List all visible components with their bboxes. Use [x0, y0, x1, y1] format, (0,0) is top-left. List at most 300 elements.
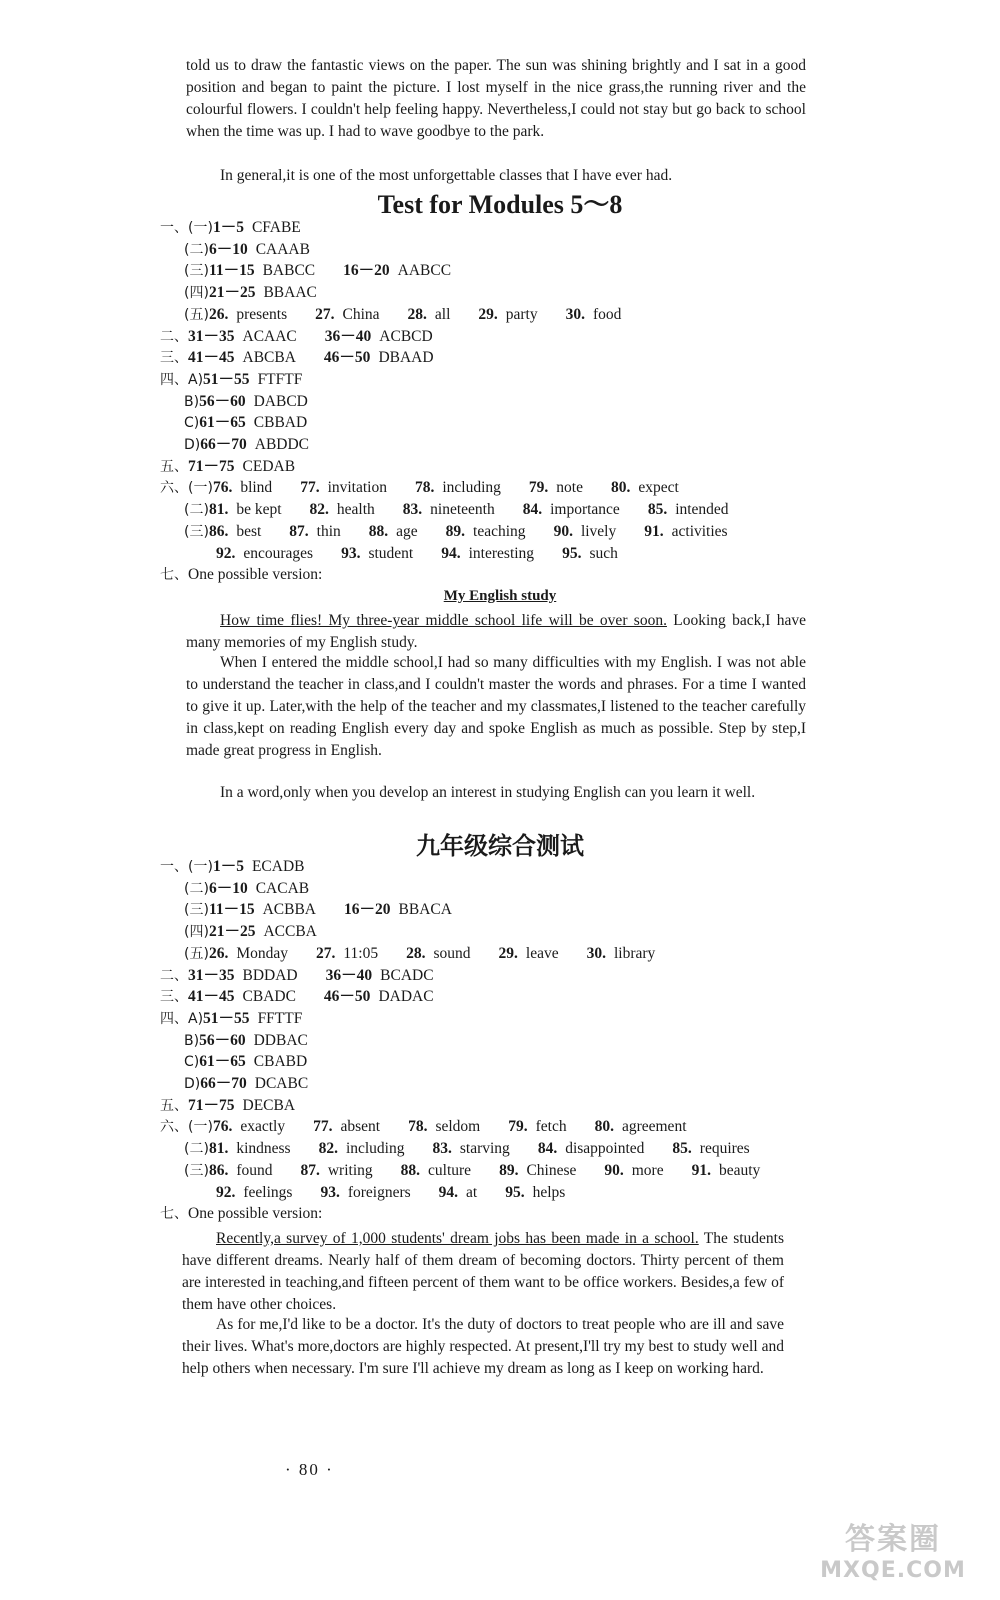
answer-item — [320, 1184, 424, 1201]
answer-item — [213, 1118, 299, 1135]
question-number: 16－20 — [343, 262, 390, 280]
answer-text: BBAAC — [263, 284, 317, 302]
answer-row — [160, 326, 461, 348]
answer-item — [209, 501, 296, 518]
answer-item — [310, 501, 389, 518]
answer-text: One possible version: — [188, 1205, 323, 1223]
answer-text: party — [505, 305, 538, 323]
question-number: 36－40 — [324, 327, 372, 345]
answer-row — [160, 456, 323, 478]
question-number: 16－20 — [344, 901, 391, 919]
section-marker: (三) — [184, 263, 209, 280]
section-marker: 七、 — [160, 1206, 188, 1223]
answer-item — [415, 479, 515, 496]
answer-text: CBABD — [253, 1053, 308, 1071]
section-marker: C) — [184, 1054, 200, 1071]
section-marker: (五) — [184, 945, 209, 962]
answer-item — [199, 1032, 322, 1049]
section-marker: 六、(一) — [160, 480, 213, 497]
answer-text: writing — [327, 1161, 373, 1179]
answer-item — [341, 545, 427, 562]
answer-row — [184, 1051, 335, 1073]
question-number: 71－75 — [188, 1096, 235, 1114]
answer-item — [554, 523, 631, 540]
answer-item — [213, 858, 319, 875]
answer-text: intended — [675, 501, 729, 519]
answer-text: kindness — [236, 1140, 291, 1158]
section-marker: (三) — [184, 902, 209, 919]
answer-text: agreement — [621, 1118, 687, 1136]
answer-text: including — [345, 1140, 405, 1158]
answer-row — [160, 564, 336, 586]
question-number: 86. — [208, 522, 229, 540]
answer-text: CEDAB — [242, 457, 296, 475]
question-number: 1－5 — [212, 219, 244, 236]
section-marker: 三、 — [160, 989, 188, 1006]
answer-item — [209, 880, 323, 897]
answer-text: ACBBA — [262, 901, 316, 919]
question-number: 30. — [586, 944, 606, 962]
question-number: 26. — [208, 305, 229, 323]
answer-text: presents — [236, 305, 288, 323]
answer-text: BDDAD — [242, 966, 298, 984]
answer-item — [344, 901, 466, 918]
page-number: · 80 · — [285, 1460, 334, 1479]
answer-row — [160, 217, 329, 239]
answer-item — [446, 523, 540, 540]
question-number: 66－70 — [200, 436, 247, 453]
essay1-underlined-sentence: How time flies! My three-year middle school life will be over soon. — [220, 612, 667, 629]
section-marker: 五、 — [160, 1097, 188, 1114]
answer-item — [313, 1118, 394, 1135]
question-number: 93. — [320, 1183, 340, 1201]
answer-text: nineteenth — [430, 501, 495, 519]
question-number: 27. — [315, 944, 336, 962]
answer-text: sound — [433, 944, 471, 962]
answer-text: student — [368, 544, 414, 562]
answer-text: best — [236, 522, 262, 540]
answer-item — [209, 1140, 305, 1157]
answer-item — [209, 945, 302, 962]
question-number: 84. — [537, 1140, 558, 1158]
answer-item — [316, 945, 392, 962]
answer-row — [160, 477, 707, 499]
answer-item — [408, 1118, 494, 1135]
answer-item — [401, 1162, 485, 1179]
answer-text: DBAAD — [378, 349, 434, 367]
answer-item — [315, 306, 393, 323]
section-marker: (五) — [184, 306, 209, 323]
question-number: 36－40 — [325, 966, 373, 984]
intro-paragraph-2: In general,it is one of the most unforgettable classes that I have ever had. — [220, 167, 673, 184]
answer-text: foreigners — [347, 1183, 411, 1201]
answer-text: seldom — [435, 1118, 481, 1136]
section-marker: 二、 — [160, 967, 188, 984]
watermark-bottom-text: MXQE.COM — [820, 1558, 966, 1583]
answer-text: thin — [316, 522, 341, 540]
answer-text: leave — [525, 944, 559, 962]
answer-text: library — [613, 944, 656, 962]
section-marker: 六、(一) — [160, 1119, 213, 1136]
answer-text: One possible version: — [188, 566, 323, 584]
answer-item — [403, 501, 509, 518]
section-marker: 二、 — [160, 328, 188, 345]
answer-text: DCABC — [254, 1075, 309, 1092]
essay1-paragraph-2: When I entered the middle school,I had so many difficulties with my English. I was not able to understand the teacher in class,and I couldn't master the words and phrases. For a time I wanted to give it up. Later,with the help of the teacher and my classmates,I listened to the teacher carefully in class,kept on reading English every day and spoke English as much as possible. Step by step,I made great progress in English. — [186, 654, 806, 759]
answer-text: 11:05 — [343, 944, 379, 962]
section-marker: (二) — [184, 1141, 209, 1158]
question-number: 85. — [647, 501, 668, 519]
answer-row — [184, 391, 336, 413]
answer-row — [160, 965, 462, 987]
question-number: 78. — [408, 1118, 428, 1136]
question-number: 86. — [208, 1161, 229, 1179]
question-number: 56－60 — [199, 392, 246, 410]
question-number: 87. — [289, 522, 309, 540]
answer-row — [184, 878, 337, 900]
essay1-title: My English study — [443, 588, 557, 604]
answer-text: blind — [240, 479, 273, 497]
test1-title: Test for Modules 5～8 — [377, 190, 623, 219]
answer-text: ACBCD — [379, 327, 433, 345]
answer-text: teaching — [473, 522, 526, 540]
answer-item — [203, 1010, 316, 1027]
question-number: 82. — [309, 501, 329, 519]
question-number: 61－65 — [199, 414, 246, 432]
question-number: 95. — [562, 544, 582, 562]
answer-text: CBADC — [242, 988, 296, 1006]
answer-item — [188, 1205, 322, 1222]
answer-item — [499, 945, 573, 962]
section-marker: 四、A) — [160, 1010, 204, 1027]
answer-text: exactly — [240, 1118, 286, 1136]
answer-item — [188, 1097, 309, 1114]
answer-text: lively — [580, 522, 617, 540]
answer-item — [611, 479, 693, 496]
answer-row — [184, 434, 337, 456]
question-number: 92. — [216, 1183, 236, 1201]
answer-text: DABCD — [253, 392, 308, 410]
answer-row — [184, 499, 757, 521]
question-number: 26. — [208, 944, 229, 962]
answer-row — [160, 986, 462, 1008]
answer-item — [672, 1140, 763, 1157]
question-number: 94. — [438, 1183, 459, 1201]
answer-text: health — [336, 501, 375, 519]
section-marker: 一、(一) — [160, 220, 213, 236]
answer-row — [184, 260, 479, 282]
question-number: 1－5 — [212, 858, 244, 875]
question-number: 87. — [300, 1161, 320, 1179]
answer-item — [289, 523, 355, 540]
answer-text: encourages — [243, 544, 314, 562]
answer-text: BCADC — [380, 966, 434, 984]
answer-item — [209, 262, 329, 279]
answer-item — [188, 988, 310, 1005]
answer-item — [587, 945, 670, 962]
question-number: 81. — [208, 1140, 229, 1158]
question-number: 82. — [318, 1140, 338, 1158]
answer-text: ACAAC — [242, 327, 297, 345]
watermark-logo — [808, 1514, 978, 1594]
answer-text: all — [434, 305, 451, 323]
answer-item — [216, 545, 327, 562]
answer-text: more — [631, 1161, 664, 1179]
question-number: 29. — [498, 944, 518, 962]
question-number: 61－65 — [199, 1053, 246, 1071]
question-number: 46－50 — [323, 349, 371, 367]
question-number: 94. — [441, 544, 461, 562]
answer-row — [216, 1182, 593, 1204]
answer-row — [160, 347, 462, 369]
question-number: 84. — [522, 501, 543, 519]
question-number: 91. — [691, 1161, 711, 1179]
answer-row — [184, 921, 345, 943]
answer-row — [160, 856, 333, 878]
answer-item — [209, 923, 331, 940]
answer-text: starving — [459, 1140, 510, 1158]
question-number: 89. — [445, 522, 466, 540]
question-number: 95. — [505, 1183, 525, 1201]
test2-title: 九年级综合测试 — [416, 832, 584, 860]
answer-text: interesting — [468, 544, 535, 562]
answer-item — [369, 523, 432, 540]
answer-item — [406, 945, 484, 962]
answer-item — [209, 306, 301, 323]
section-marker: B) — [184, 393, 200, 410]
question-number: 89. — [499, 1161, 519, 1179]
answer-text: importance — [550, 501, 620, 519]
answer-text: ACCBA — [263, 923, 317, 941]
answer-text: expect — [638, 479, 679, 497]
answer-item — [439, 1184, 492, 1201]
answer-row — [184, 943, 683, 965]
answer-text: invitation — [327, 479, 387, 497]
section-marker: D) — [184, 437, 201, 453]
answer-text: activities — [671, 522, 728, 540]
question-number: 83. — [432, 1140, 452, 1158]
answer-text: age — [396, 522, 418, 540]
answer-row — [184, 1160, 788, 1182]
answer-item — [478, 306, 551, 323]
answer-text: CAAAB — [255, 240, 310, 258]
answer-row — [184, 1138, 778, 1160]
question-number: 80. — [594, 1118, 614, 1136]
question-number: 91. — [644, 522, 664, 540]
answer-item — [441, 545, 548, 562]
answer-text: BBACA — [398, 901, 452, 919]
question-number: 30. — [565, 305, 585, 323]
answer-row — [184, 304, 649, 326]
question-number: 29. — [478, 305, 498, 323]
answer-text: DDBAC — [253, 1031, 308, 1049]
answer-text: ABCBA — [242, 349, 296, 367]
answer-text: FTFTF — [257, 370, 303, 388]
answer-item — [343, 262, 465, 279]
answer-item — [188, 566, 322, 583]
answer-text: China — [342, 305, 380, 323]
answer-item — [213, 479, 286, 496]
answer-text: be kept — [236, 501, 282, 519]
answer-text: ECADB — [251, 858, 305, 875]
watermark-top-text: 答案圈 — [845, 1522, 941, 1557]
answer-item — [203, 371, 316, 388]
section-marker: 五、 — [160, 458, 188, 475]
answer-text: CBBAD — [253, 414, 308, 432]
answer-text: absent — [340, 1118, 381, 1136]
answer-row — [184, 1030, 336, 1052]
answer-item — [595, 1118, 701, 1135]
essay1-paragraph-3: In a word,only when you develop an interest in studying English can you learn it well. — [220, 784, 756, 801]
answer-row — [216, 543, 646, 565]
answer-item — [648, 501, 743, 518]
section-marker: 三、 — [160, 350, 188, 367]
answer-text: requires — [699, 1140, 750, 1158]
answer-item — [209, 523, 275, 540]
intro-paragraph-1: told us to draw the fantastic views on the paper. The sun was shining brightly and I sat in a good position and began to paint the picture. I lost myself in the nice grass,the running river and the colourful flowers. I couldn't help feeling happy. Nevertheless,I could not stay but go back to school when the time was up. I had to wave goodbye to the park. — [186, 57, 806, 140]
question-number: 51－55 — [203, 370, 250, 388]
question-number: 77. — [313, 1118, 333, 1136]
question-number: 46－50 — [323, 988, 371, 1006]
answer-text: including — [442, 479, 501, 497]
answer-item — [523, 501, 634, 518]
question-number: 6－10 — [208, 879, 248, 897]
section-marker: (二) — [184, 880, 209, 897]
answer-item — [199, 1053, 321, 1070]
essay2-paragraph-1-rest: The students have different dreams. Nearly half of them dream of becoming doctors. Thirty percent of them are interested in teaching,and fifteen percent of them want to be office workers. Besides,a few of them have other choices. — [182, 1230, 784, 1313]
question-number: 78. — [414, 479, 435, 497]
answer-text: ABDDC — [254, 436, 310, 453]
section-marker: 一、(一) — [160, 859, 213, 875]
section-marker: 七、 — [160, 567, 188, 584]
question-number: 11－15 — [208, 901, 255, 919]
answer-item — [200, 436, 323, 453]
question-number: 31－35 — [188, 966, 235, 984]
answer-text: food — [593, 305, 622, 323]
answer-text: DECBA — [242, 1096, 296, 1114]
section-marker: C) — [184, 415, 200, 432]
question-number: 6－10 — [208, 240, 248, 258]
section-marker: (二) — [184, 502, 209, 519]
question-number: 71－75 — [188, 457, 235, 475]
answer-text: AABCC — [397, 262, 452, 280]
question-number: 31－35 — [188, 327, 235, 345]
section-marker: (三) — [184, 1162, 209, 1179]
question-number: 79. — [528, 479, 549, 497]
answer-text: fetch — [535, 1118, 567, 1136]
answer-text: disappointed — [565, 1140, 645, 1158]
question-number: 11－15 — [208, 262, 255, 280]
question-number: 81. — [208, 501, 229, 519]
answer-item — [300, 479, 401, 496]
answer-item — [566, 306, 636, 323]
answer-item — [324, 349, 448, 366]
answer-item — [505, 1184, 579, 1201]
essay1-paragraph-1-rest: Looking back,I have many memories of my English study. — [186, 612, 806, 651]
answer-item — [433, 1140, 524, 1157]
answer-item — [300, 1162, 386, 1179]
answer-item — [562, 545, 632, 562]
question-number: 90. — [553, 522, 573, 540]
answer-item — [200, 1075, 322, 1092]
answer-item — [319, 1140, 419, 1157]
question-number: 80. — [610, 479, 631, 497]
answer-text: beauty — [718, 1161, 761, 1179]
answer-item — [188, 458, 309, 475]
essay2-paragraph-1 — [182, 1228, 784, 1316]
answer-text: CACAB — [255, 879, 310, 897]
answer-text: at — [466, 1183, 478, 1201]
question-number: 21－25 — [208, 284, 256, 302]
answer-row — [160, 1203, 336, 1225]
answer-item — [499, 1162, 590, 1179]
answer-row — [160, 369, 330, 391]
answer-text: Chinese — [526, 1161, 577, 1179]
answer-text: culture — [428, 1161, 472, 1179]
question-number: 76. — [212, 1118, 233, 1136]
answer-item — [209, 901, 330, 918]
answer-text: found — [236, 1161, 273, 1179]
answer-item — [188, 349, 310, 366]
answer-text: Monday — [236, 944, 288, 962]
answer-row — [160, 1116, 715, 1138]
answer-item — [216, 1184, 306, 1201]
section-marker: B) — [184, 1032, 200, 1049]
answer-text: FFTTF — [257, 1009, 303, 1027]
answer-row — [184, 1073, 336, 1095]
question-number: 51－55 — [203, 1009, 250, 1027]
answer-item — [325, 328, 447, 345]
answer-item — [604, 1162, 677, 1179]
question-number: 88. — [368, 522, 389, 540]
answer-item — [213, 219, 315, 236]
question-number: 85. — [672, 1140, 692, 1158]
answer-item — [326, 967, 448, 984]
answer-item — [324, 988, 448, 1005]
question-number: 77. — [300, 479, 320, 497]
answer-row — [184, 899, 480, 921]
answer-item — [408, 306, 465, 323]
answer-item — [692, 1162, 775, 1179]
answer-row — [184, 282, 345, 304]
section-marker: (三) — [184, 523, 209, 540]
question-number: 76. — [212, 479, 233, 497]
section-marker: (二) — [184, 241, 209, 258]
answer-row — [184, 239, 338, 261]
question-number: 83. — [402, 501, 423, 519]
answer-item — [188, 967, 312, 984]
section-marker: (四) — [184, 924, 209, 941]
question-number: 41－45 — [188, 988, 235, 1006]
answer-item — [199, 414, 321, 431]
answer-item — [538, 1140, 659, 1157]
answer-item — [209, 241, 324, 258]
answer-item — [209, 284, 331, 301]
question-number: 66－70 — [200, 1075, 247, 1092]
answer-item — [529, 479, 597, 496]
question-number: 28. — [407, 305, 427, 323]
answer-item — [644, 523, 741, 540]
question-number: 90. — [604, 1161, 624, 1179]
question-number: 41－45 — [188, 349, 235, 367]
answer-text: CFABE — [251, 219, 301, 236]
answer-item — [188, 328, 311, 345]
essay2-paragraph-2: As for me,I'd like to be a doctor. It's the duty of doctors to treat people who are ill and save their lives. What's more,doctors are highly respected. At present,I'll try my best to study well and help others when necessary. I'm sure I'll achieve my dream as long as I keep on working hard. — [182, 1316, 784, 1377]
section-marker: (四) — [184, 285, 209, 302]
answer-text: BABCC — [262, 262, 316, 280]
question-number: 79. — [508, 1118, 528, 1136]
answer-item — [199, 393, 322, 410]
